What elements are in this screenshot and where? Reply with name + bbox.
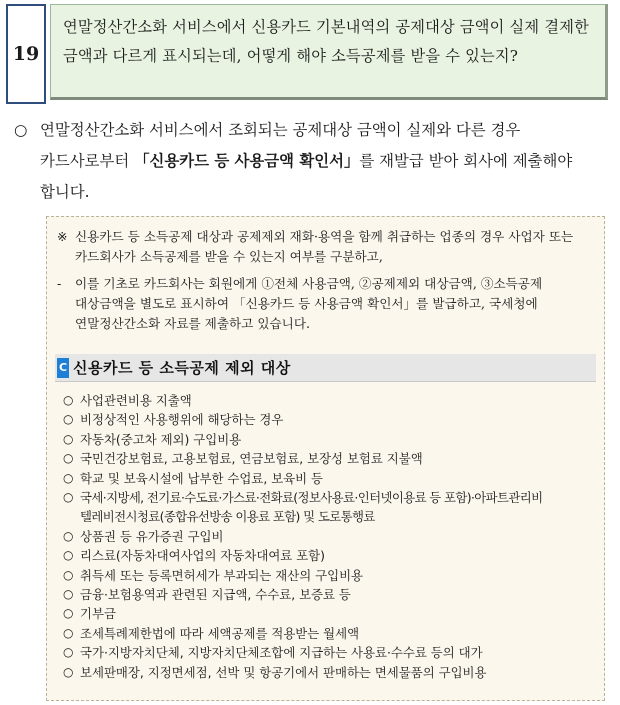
question-box	[50, 4, 608, 100]
note-mark: ※	[57, 229, 68, 244]
list-item: ○ 금융·보험용역과 관련된 지급액, 수수료, 보증료 등	[63, 587, 351, 603]
list-item: ○ 국가·지방자치단체, 지방자치단체조합에 지급하는 사용료·수수료 등의 대가	[63, 645, 483, 661]
note-text: 이를 기초로 카드회사는 회원에게 ①전체 사용금액, ②공제제외 대상금액, ③소득공제 대상금액을 별도로 표시하여 「신용카드 등 사용금액 확인서」를 발급하고, 국세청에 연말정산간소화 자료를 제출하고 있습니다.	[75, 276, 543, 331]
note-mark: -	[57, 276, 62, 291]
section-header	[55, 354, 596, 382]
answer-bullet: ○	[14, 121, 28, 139]
list-item: ○ 비정상적인 사용행위에 해당하는 경우	[63, 412, 284, 428]
section-marker-icon: C	[57, 358, 69, 378]
note-block	[57, 227, 597, 334]
list-item: ○ 국민건강보험료, 고용보험료, 연금보험료, 보장성 보험료 지불액	[63, 451, 423, 467]
exclusion-list	[63, 391, 599, 682]
list-item: ○ 기부금	[63, 606, 116, 622]
answer-text-strong: 「신용카드 등 사용금액 확인서」	[134, 152, 360, 170]
list-item: ○ 학교 및 보육시설에 납부한 수업료, 보육비 등	[63, 470, 324, 486]
answer-text-before: 연말정산간소화 서비스에서 조회되는 공제대상 금액이 실제와 다른 경우 카드사로부터	[40, 121, 521, 170]
note-text: 신용카드 등 소득공제 대상과 공제제외 재화·용역을 함께 취급하는 업종의 경우 사업자 또는 카드회사가 소득공제를 받을 수 있는지 여부를 구분하고,	[75, 229, 574, 264]
note-item	[57, 274, 597, 334]
list-item: ○ 리스료(자동차대여사업의 자동차대여료 포함)	[63, 548, 325, 564]
note-item	[57, 227, 597, 267]
list-item: ○ 조세특례제한법에 따라 세액공제를 적용받는 월세액	[63, 625, 360, 641]
list-item: ○ 취득세 또는 등록면허세가 부과되는 재산의 구입비용	[63, 567, 364, 583]
answer-paragraph	[14, 115, 610, 208]
answer-text-after: 를 재발급 받아 회사에 제출해야 합니다.	[40, 152, 573, 201]
question-header	[6, 4, 610, 104]
info-box	[46, 216, 605, 701]
list-item: ○ 보세판매장, 지정면세점, 선박 및 항공기에서 판매하는 면세물품의 구입비용	[63, 664, 487, 680]
list-item: ○ 자동차(중고차 제외) 구입비용	[63, 431, 242, 447]
section-title: 신용카드 등 소득공제 제외 대상	[73, 359, 291, 377]
question-text: 연말정산간소화 서비스에서 신용카드 기본내역의 공제대상 금액이 실제 결제한 금액과 다르게 표시되는데, 어떻게 해야 소득공제를 받을 수 있는지?	[63, 18, 589, 65]
list-item: ○ 상품권 등 유가증권 구입비	[63, 528, 224, 544]
list-item: ○ 국세·지방세, 전기료·수도료·가스료·전화료(정보사용료·인터넷이용료 등 포함)·아파트관리비 텔레비전시청료(종합유선방송 이용료 포함) 및 도로통행료	[63, 490, 543, 525]
question-number: 19	[6, 4, 46, 104]
list-item: ○ 사업관련비용 지출액	[63, 393, 192, 408]
